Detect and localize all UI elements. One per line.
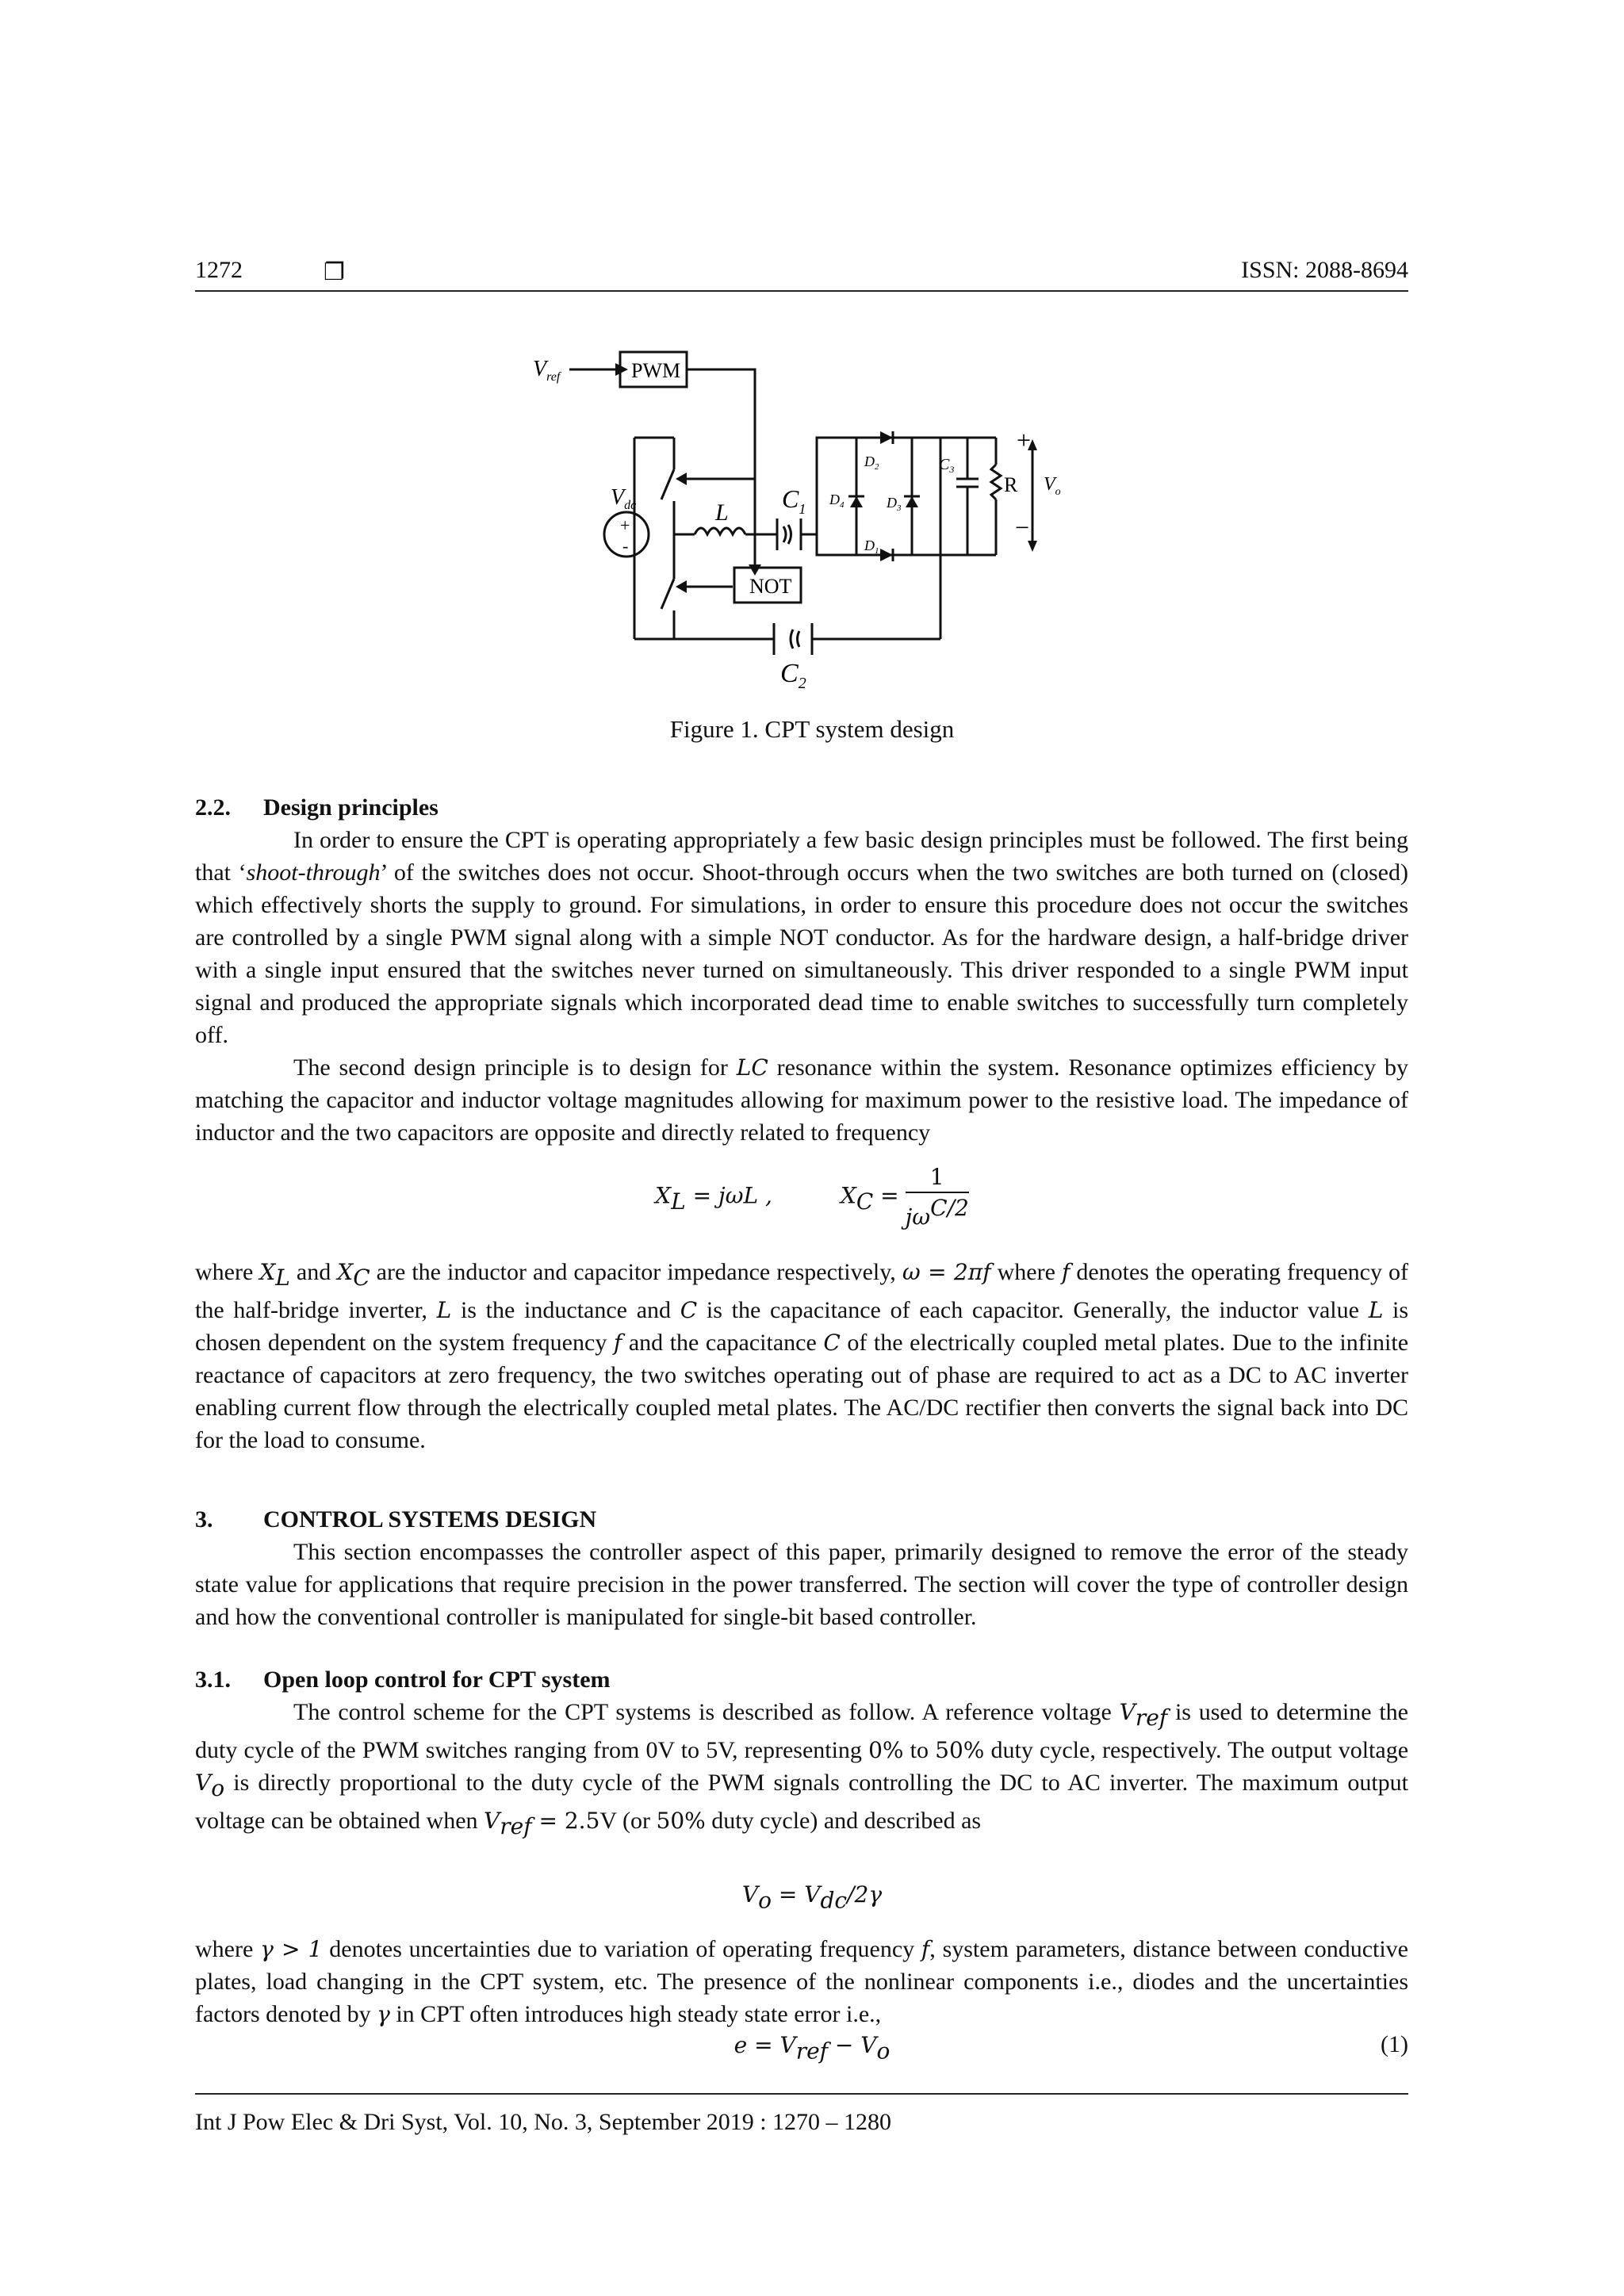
vo-label: $V_o$: [1044, 474, 1061, 498]
section-3-1-continued: [195, 1933, 1408, 2030]
box-icon: ❐: [324, 259, 345, 285]
resistor-label: R: [1004, 473, 1018, 496]
equation-number: (1): [1381, 2031, 1408, 2057]
source-plus: +: [620, 515, 630, 535]
equation-impedance: $X_L = j\omega L$ , $X_C$ = $\frac{1}{j\omega^{C/2}}$: [655, 1164, 969, 1230]
paragraph: where $X_L$ and $X_C$ are the inductor and capacitor impedance respectively, ω = 2πf where f denotes the operating frequency of the half-bridge inverter, L is the inductance and C is the capacitance of each capacitor. Generally, the inductor value L is chosen dependent on the system frequency f and the capacitance C of the electrically coupled metal plates. Due to the infinite reactance of capacitors at zero frequency, the two switches operating out of phase are required to act as a DC to AC inverter enabling current flow through the electrically coupled metal plates. The AC/DC rectifier then converts the signal back into DC for the load to consume.: [195, 1259, 1409, 1453]
vdc-label: $V_{dc}$: [611, 485, 637, 512]
not-label: NOT: [749, 575, 792, 598]
section-heading: 3.1. Open loop control for CPT system: [195, 1667, 611, 1693]
d1-label: $D_1$: [864, 538, 879, 556]
d2-label: $D_2$: [864, 453, 879, 472]
paragraph: The second design principle is to design for LC resonance within the system. Resonance optimizes efficiency by matching the capacitor and inductor voltage magnitudes allowing for maximum power to the resistive load. The impedance of inductor and the two capacitors are opposite and directly related to frequency: [195, 1054, 1408, 1146]
d4-label: $D_4$: [829, 492, 845, 510]
pwm-label: PWM: [631, 359, 681, 382]
paragraph: The control scheme for the CPT systems is described as follow. A reference voltage $V_{ref}$ is used to determine the duty cycle of the PWM switches ranging from 0V to 5V, representing 0% to 50% duty cycle, respectively. The output voltage $V_o$ is directly proportional to the duty cycle of the PWM signals controlling the DC to AC inverter. The maximum output voltage can be obtained when $V_{ref} = 2.5V$ (or 50% duty cycle) and described as: [195, 1699, 1409, 1839]
inductor-label: L: [715, 499, 729, 526]
source-minus: -: [622, 536, 629, 556]
figure-caption: Figure 1. CPT system design: [669, 715, 955, 743]
section-heading: 3. CONTROL SYSTEMS DESIGN: [195, 1506, 597, 1533]
section-2-2: [195, 791, 1408, 1149]
equation-output-voltage: $V_o = V_{dc}/2\gamma$: [741, 1881, 883, 1914]
c2-label: $C_2$: [780, 659, 806, 692]
d3-label: $D_3$: [887, 495, 902, 513]
section-3: [195, 1503, 1408, 1633]
vo-minus: −: [1015, 513, 1030, 541]
equation-error: $e = V_{ref} - V_o$: [733, 2032, 891, 2064]
paragraph: where γ > 1 denotes uncertainties due to variation of operating frequency f, system parameters, distance between conductive plates, load changing in the CPT system, etc. The presence of the nonlinear components i.e., diodes and the uncertainties factors denoted by γ in CPT often introduces high steady state error i.e.,: [195, 1936, 1408, 2027]
c1-label: $C_1$: [782, 484, 806, 517]
c3-label: $C_3$: [939, 456, 955, 475]
section-2-2-continued: [195, 1256, 1408, 1456]
vo-plus: +: [1017, 426, 1032, 454]
section-3-1: [195, 1663, 1408, 1843]
paragraph: In order to ensure the CPT is operating appropriately a few basic design principles must be followed. The first being that ‘shoot-through’ of the switches does not occur. Shoot-through occurs when the two switches are both turned on (closed) which effectively shorts the supply to ground. For simulations, in order to ensure this procedure does not occur the switches are controlled by a single PWM signal along with a simple NOT conductor. As for the hardware design, a half-bridge driver with a single input ensured that the switches never turned on simultaneously. This driver responded to a single PWM input signal and produced the appropriate signals which incorporated dead time to enable switches to successfully turn completely off.: [195, 827, 1408, 1048]
page-header: [195, 254, 1408, 292]
page-footer: Int J Pow Elec & Dri Syst, Vol. 10, No. 3, September 2019 : 1270 – 1280: [195, 2093, 1408, 2136]
issn: ISSN: 2088-8694: [1241, 257, 1408, 283]
paragraph: This section encompasses the controller aspect of this paper, primarily designed to remove the error of the steady state value for applications that require precision in the power transferred. The section will cover the type of controller design and how the conventional controller is manipulated for single-bit based controller.: [195, 1539, 1408, 1630]
section-heading: 2.2. Design principles: [195, 794, 439, 821]
page-number: 1272: [195, 257, 243, 283]
cpt-circuit-figure: [492, 341, 1094, 698]
vref-label: $V_{ref}$: [533, 357, 561, 384]
